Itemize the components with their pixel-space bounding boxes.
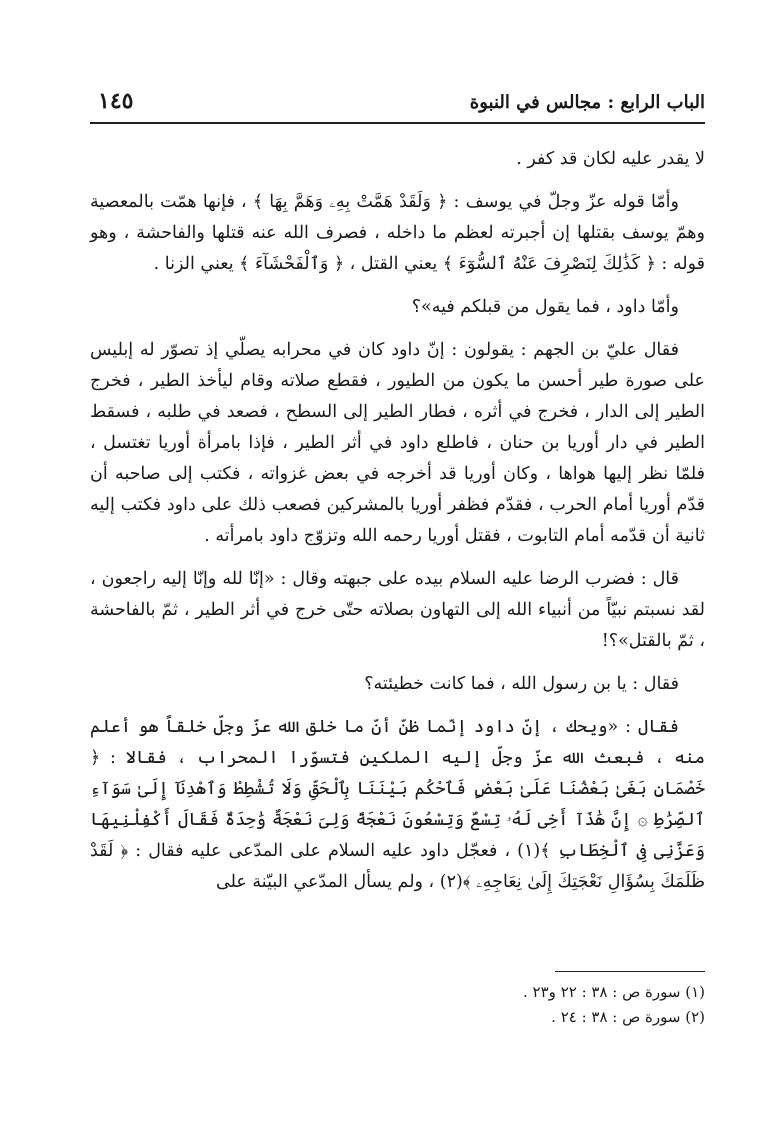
- footnote-rule: [555, 971, 705, 972]
- footnote: (١) سورة ص : ٣٨ : ٢٢ و٢٣ .: [523, 983, 705, 1001]
- page-number: ١٤٥: [98, 88, 134, 114]
- body-text: [90, 144, 705, 910]
- running-title: الباب الرابع : مجالس في النبوة: [469, 92, 705, 113]
- paragraph: قال : فضرب الرضا عليه السلام بيده على جبهته وقال : «إنّا لله وإنّا إليه راجعون ، لقد نسبتم نبيّاً من أنبياء الله إلى التهاون بصلاته حتّى خرج في أثر الطير ، ثمّ بالفاحشة ، ثمّ بالقتل»؟!: [90, 569, 705, 651]
- paragraph: لا يقدر عليه لكان قد كفر .: [516, 149, 705, 169]
- paragraph: فقال عليّ بن الجهم : يقولون : إنّ داود كان في محرابه يصلّي إذ تصوّر له إبليس على صورة طير أحسن ما يكون من الطيور ، فقطع صلاته وقام ليأخذ الطير ، فخرج الطير إلى الدار ، فخرج في أثره ، فطار الطير إلى السطح ، فصعد في طلبه ، فسقط الطير في دار أوريا بن حنان ، فاطلع داود في أثر الطير ، فإذا بامرأة أوريا تغتسل ، فلمّا نظر إليها هواها ، وكان أوريا قد أخرجه في بعض غزواته ، فكتب إلى صاحبه أن قدّم أوريا أمام الحرب ، فقدّم فظفر أوريا بالمشركين فصعب ذلك على داود فكتب إليه ثانية أن قدّمه أمام التابوت ، فقتل أوريا رحمه الله وتزوّج داود بامرأته .: [90, 340, 705, 546]
- paragraph: وأمّا داود ، فما يقول من قبلكم فيه»؟: [411, 297, 679, 317]
- paragraph: فقال : يا بن رسول الله ، فما كانت خطيئته؟: [364, 674, 679, 694]
- paragraph: فقال : «ويحك ، إنّ داود إنّما ظنّ أنّ ما خلق الله عزّ وجلّ خلقاً هو أعلم منه ، فبعث الله عزّ وجلّ إليه الملكين فتسوّرا المحراب ، فقالا : ﴿ خَصْمَانِ بَغَىٰ بَعْضُنَا عَلَىٰ بَعْضٍ فَٱحْكُم بَيْنَنَا بِٱلْحَقِّ وَلَا تُشْطِطْ وَٱهْدِنَآ إِلَىٰ سَوَآءِ ٱلصِّرَٰطِ ۞ إِنَّ هَٰذَآ أَخِى لَهُۥ تِسْعٌ وَتِسْعُونَ نَعْجَةً وَلِىَ نَعْجَةٌ وَٰحِدَةٌ فَقَالَ أَكْفِلْنِيهَا وَعَزَّنِى فِى ٱلْخِطَابِ ﴾(١) ، فعجّل داود عليه السلام على المدّعى عليه فقال : ﴿ لَقَدْ ظَلَمَكَ بِسُؤَالِ نَعْجَتِكَ إِلَىٰ نِعَاجِهِۦ ﴾(٢) ، ولم يسأل المدّعي البيّنة على: [90, 717, 705, 892]
- page-header: [90, 88, 705, 122]
- footnotes: [90, 980, 705, 1030]
- header-rule: [90, 122, 705, 124]
- footnote: (٢) سورة ص : ٣٨ : ٢٤ .: [551, 1008, 705, 1026]
- paragraph: وأمّا قوله عزّ وجلّ في يوسف : ﴿ وَلَقَدْ هَمَّتْ بِهِۦ وَهَمَّ بِهَا ﴾ ، فإنها همّت بالمعصية وهمّ يوسف بقتلها إن أجبرته لعظم ما داخله ، فصرف الله عنه قتلها والفاحشة ، وهو قوله : ﴿ كَذَٰلِكَ لِنَصْرِفَ عَنْهُ ٱلسُّوٓءَ ﴾ يعني القتل ، ﴿ وَٱلْفَحْشَآءَ ﴾ يعني الزنا .: [90, 192, 705, 274]
- book-page: [90, 60, 705, 1080]
